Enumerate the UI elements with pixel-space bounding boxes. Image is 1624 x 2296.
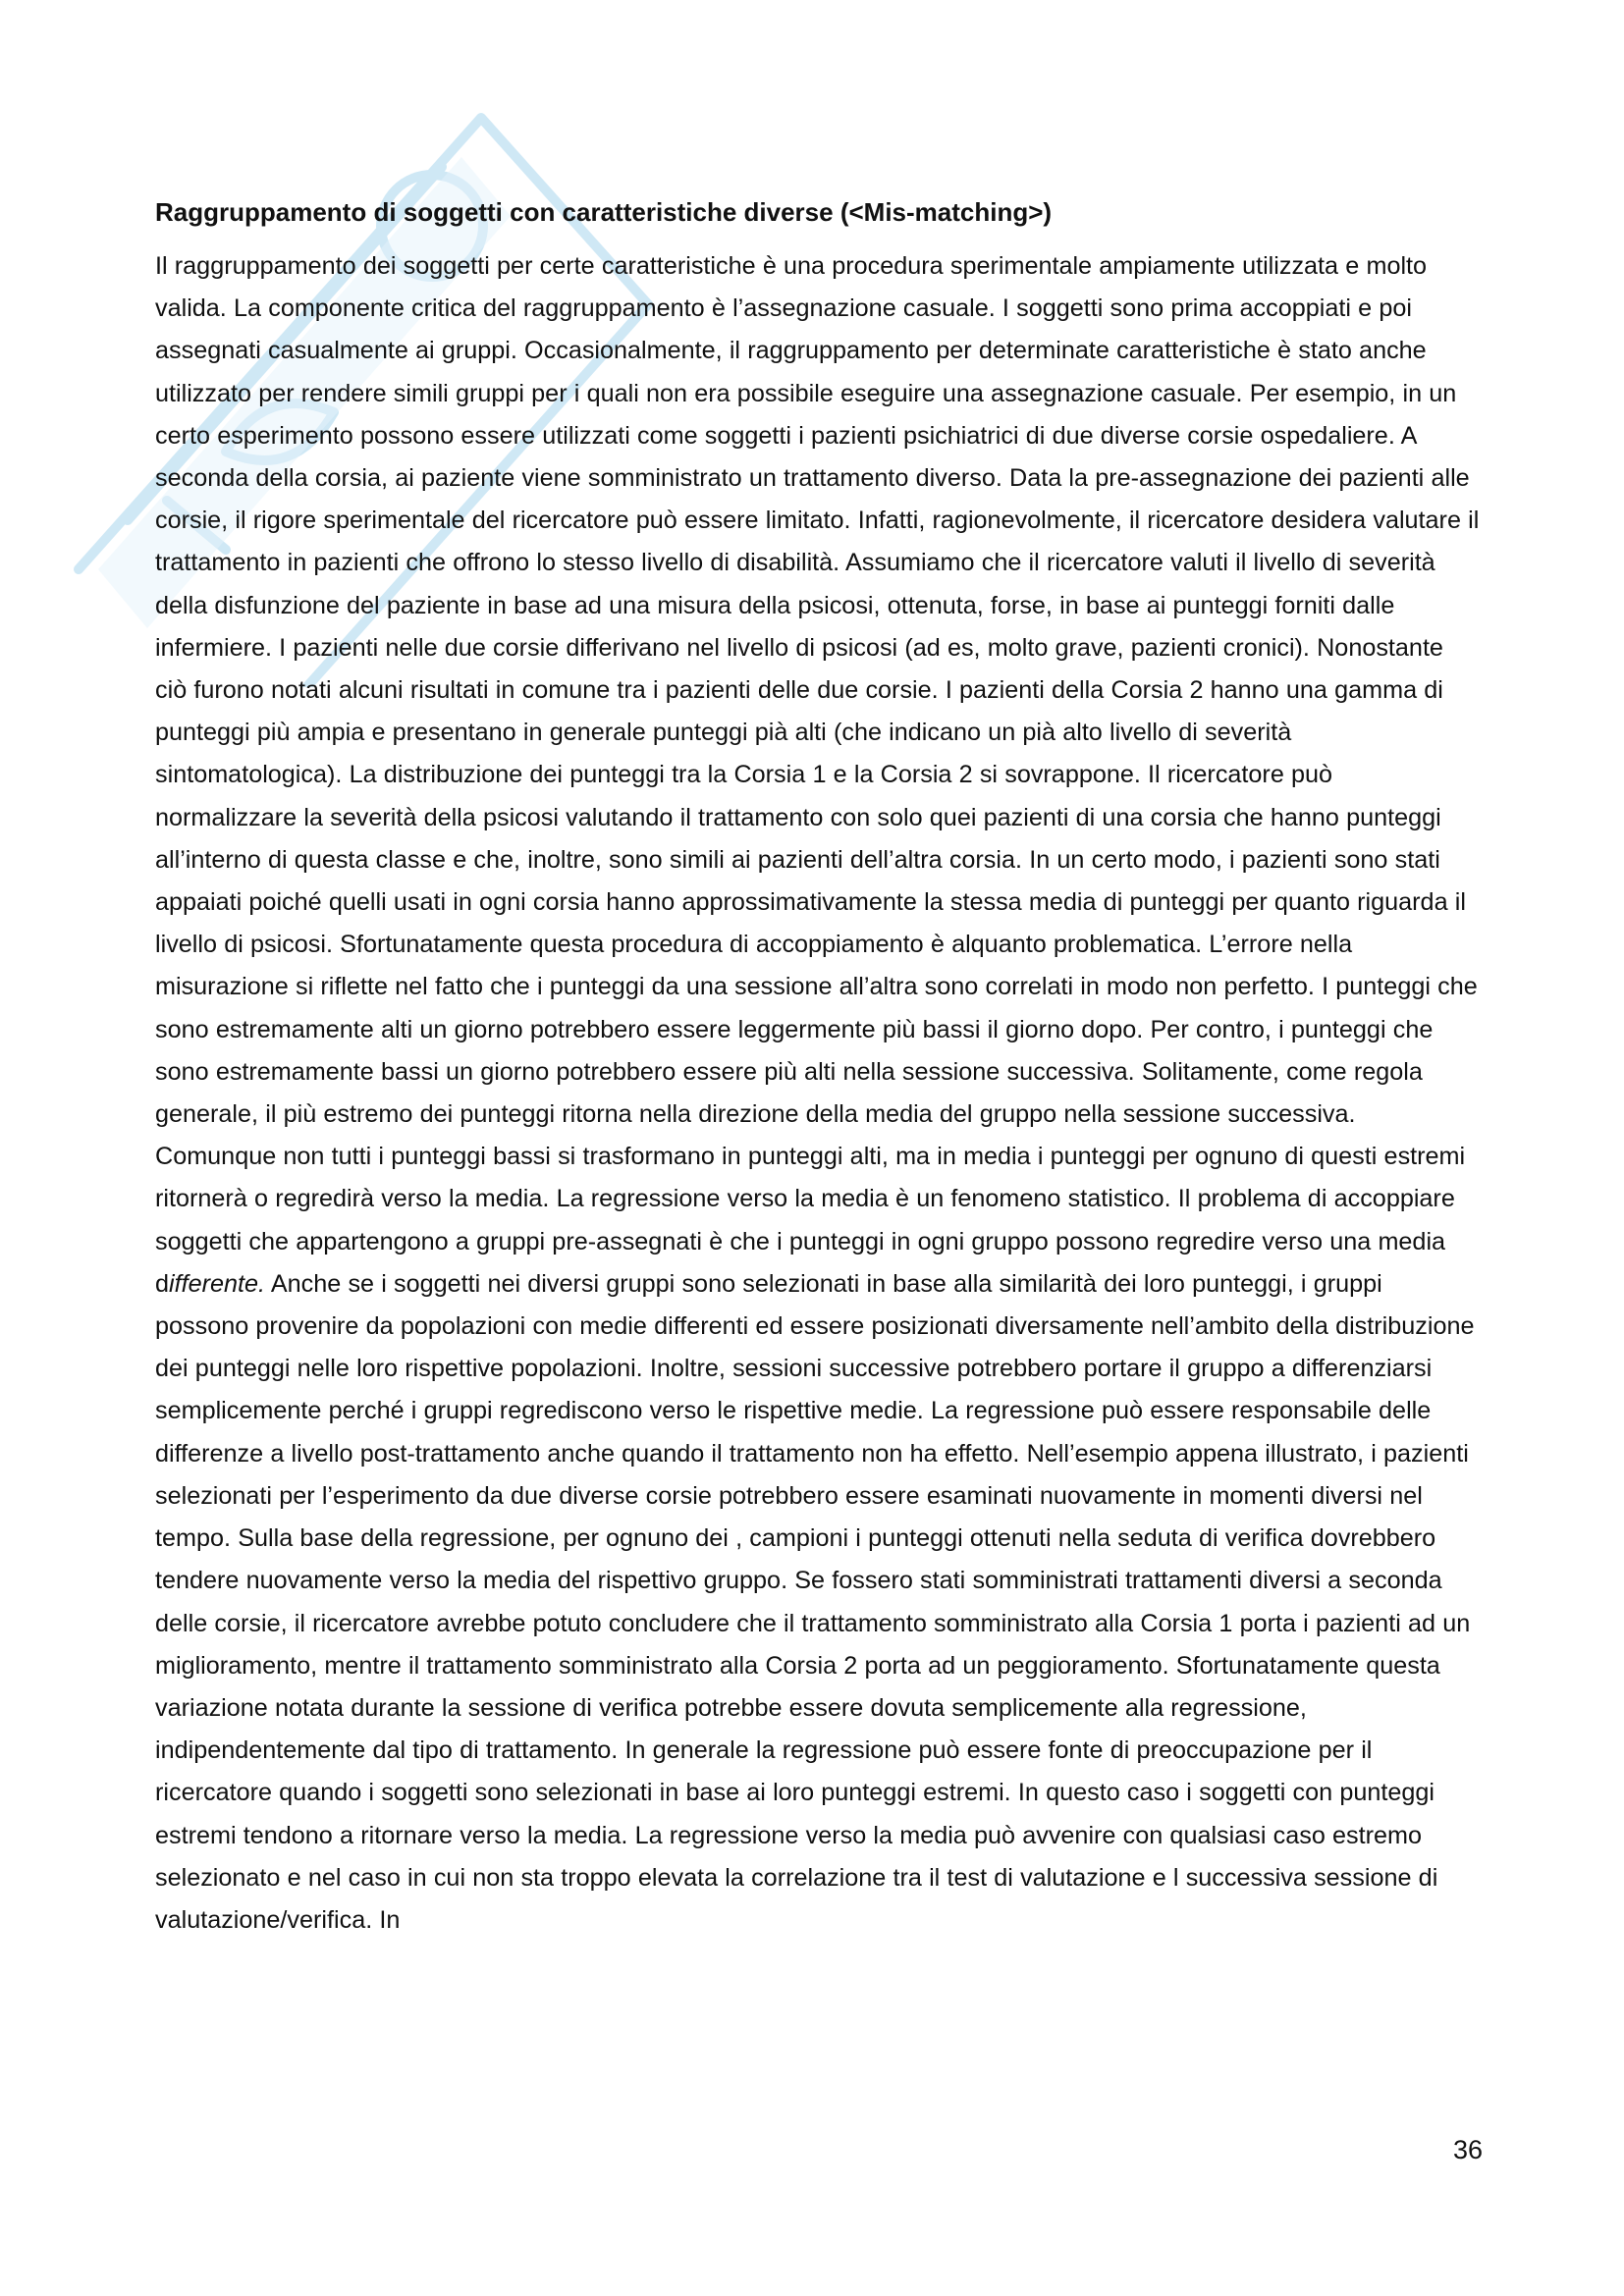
body-text-italic: ifferente. — [169, 1269, 266, 1298]
body-paragraph — [155, 245, 1481, 1942]
body-text-part-2: Anche se i soggetti nei diversi gruppi sono selezionati in base alla similarità dei loro punteggi, i gruppi possono provenire da popolazioni con medie differenti ed essere posizionati diversamente nell’ambito della distribuzione dei punteggi nelle loro rispettive popolazioni. Inoltre, sessioni successive potrebbero portare il gruppo a differenziarsi semplicemente perché i gruppi regrediscono verso le rispettive medie. La regressione può essere responsabile delle differenze a livello post-trattamento anche quando il trattamento non ha effetto. Nell’esempio appena illustrato, i pazienti selezionati per l’esperimento da due diverse corsie potrebbero essere esaminati nuovamente in momenti diversi nel tempo. Sulla base della regressione, per ognuno dei , campioni i punteggi ottenuti nella seduta di verifica dovrebbero tendere nuovamente verso la media del rispettivo gruppo. Se fossero stati somministrati trattamenti diversi a seconda delle corsie, il ricercatore avrebbe potuto concludere che il trattamento somministrato alla Corsia 1 porta i pazienti ad un miglioramento, mentre il trattamento somministrato alla Corsia 2 porta ad un peggioramento. Sfortunatamente questa variazione notata durante la sessione di verifica potrebbe essere dovuta semplicemente alla regressione, indipendentemente dal tipo di trattamento. In generale la regressione può essere fonte di preoccupazione per il ricercatore quando i soggetti sono selezionati in base ai loro punteggi estremi. In questo caso i soggetti con punteggi estremi tendono a ritornare verso la media. La regressione verso la media può avvenire con qualsiasi caso estremo selezionato e nel caso in cui non sta troppo elevata la correlazione tra il test di valutazione e l successiva sessione di valutazione/verifica. In — [155, 1269, 1475, 1934]
page-number: 36 — [1452, 2135, 1483, 2164]
section-heading: Raggruppamento di soggetti con caratteristiche diverse (<Mis-matching>) — [155, 197, 1053, 227]
document-page — [155, 192, 1481, 1942]
body-text-part-1: Il raggruppamento dei soggetti per certe caratteristiche è una procedura sperimentale ampiamente utilizzata e molto valida. La componente critica del raggruppamento è l’assegnazione casuale. I soggetti sono prima accoppiati e poi assegnati casualmente ai gruppi. Occasionalmente, il raggruppamento per determinate caratteristiche è stato anche utilizzato per rendere simili gruppi per i quali non era possibile eseguire una assegnazione casuale. Per esempio, in un certo esperimento possono essere utilizzati come soggetti i pazienti psichiatrici di due diverse corsie ospedaliere. A seconda della corsia, ai paziente viene somministrato un trattamento diverso. Data la pre-assegnazione dei pazienti alle corsie, il rigore sperimentale del ricercatore può essere limitato. Infatti, ragionevolmente, il ricercatore desidera valutare il trattamento in pazienti che offrono lo stesso livello di disabilità. Assumiamo che il ricercatore valuti il livello di severità della disfunzione del paziente in base ad una misura della psicosi, ottenuta, forse, in base ai punteggi forniti dalle infermiere. I pazienti nelle due corsie differivano nel livello di psicosi (ad es, molto grave, pazienti cronici). Nonostante ciò furono notati alcuni risultati in comune tra i pazienti delle due corsie. I pazienti della Corsia 2 hanno una gamma di punteggi più ampia e presentano in generale punteggi pià alti (che indicano un pià alto livello di severità sintomatologica). La distribuzione dei punteggi tra la Corsia 1 e la Corsia 2 si sovrappone. Il ricercatore può normalizzare la severità della psicosi valutando il trattamento con solo quei pazienti di una corsia che hanno punteggi all’interno di questa classe e che, inoltre, sono simili ai pazienti dell’altra corsia. In un certo modo, i pazienti sono stati appaiati poiché quelli usati in ogni corsia hanno approssimativamente la stessa media di punteggi per quanto riguarda il livello di psicosi. Sfortunatamente questa procedura di accoppiamento è alquanto problematica. L’errore nella misurazione si riflette nel fatto che i punteggi da una sessione all’altra sono correlati in modo non perfetto. I punteggi che sono estremamente alti un giorno potrebbero essere leggermente più bassi il giorno dopo. Per contro, i punteggi che sono estremamente bassi un giorno potrebbero essere più alti nella sessione successiva. Solitamente, come regola generale, il più estremo dei punteggi ritorna nella direzione della media del gruppo nella sessione successiva. Comunque non tutti i punteggi bassi si trasformano in punteggi alti, ma in media i punteggi per ognuno di questi estremi ritornerà o regredirà verso la media. La regressione verso la media è un fenomeno statistico. Il problema di accoppiare soggetti che appartengono a gruppi pre-assegnati è che i punteggi in ogni gruppo possono regredire verso una media d — [155, 252, 1480, 1298]
